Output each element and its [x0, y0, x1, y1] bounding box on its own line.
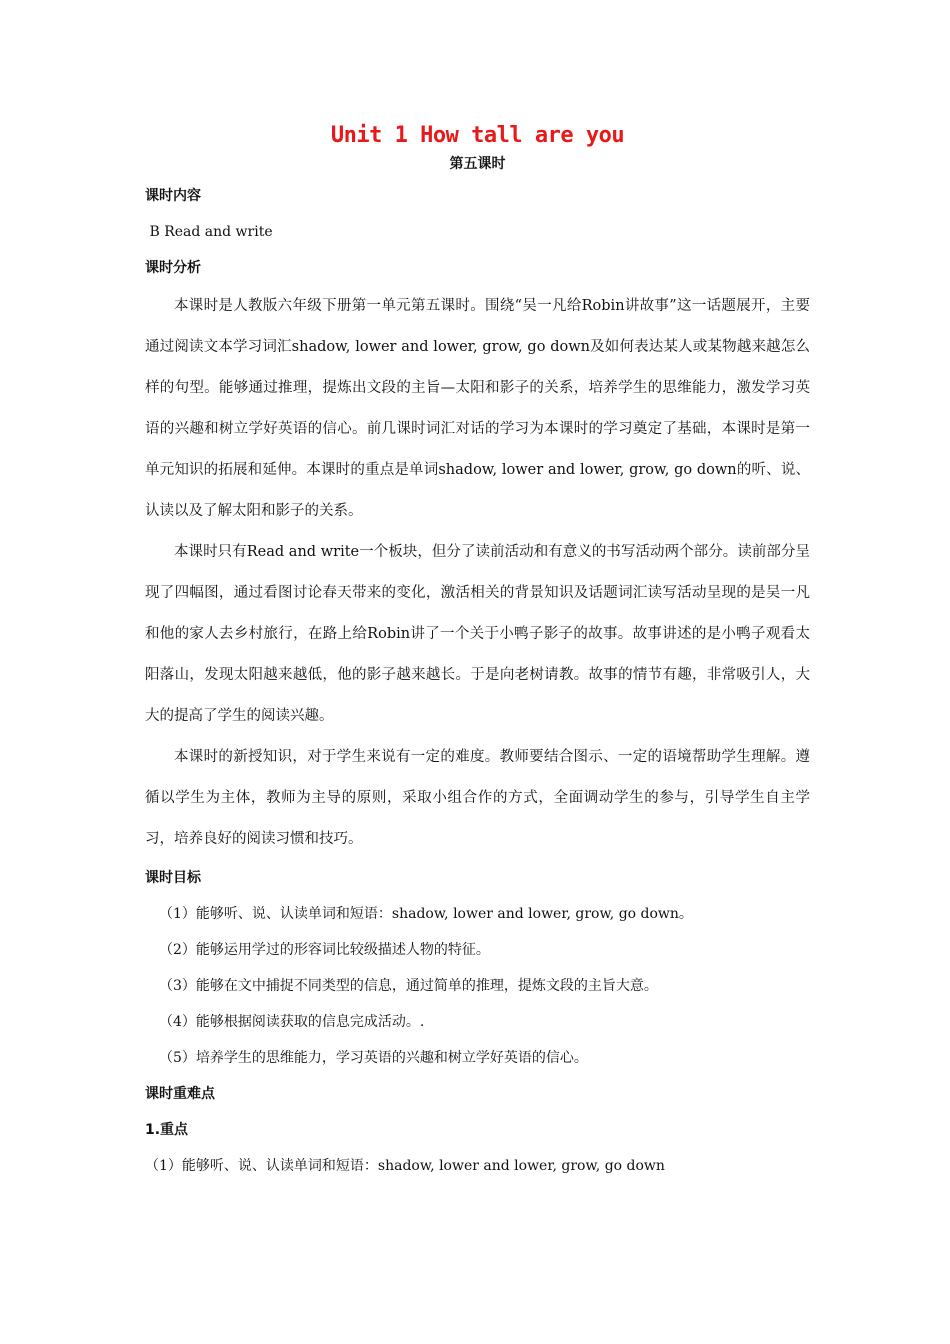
analysis-paragraph: 本课时的新授知识，对于学生来说有一定的难度。教师要结合图示、一定的语境帮助学生理解。遵循以学生为主体，教师为主导的原则，采取小组合作的方式，全面调动学生的参与，引导学生自主学习，培养良好的阅读习惯和技巧。 [145, 749, 810, 847]
section-heading-content: 课时内容 [145, 188, 201, 204]
analysis-paragraph: 本课时只有Read and write一个板块，但分了读前活动和有意义的书写活动两个部分。读前部分呈现了四幅图，通过看图讨论春天带来的变化，激活相关的背景知识及话题词汇读写活动呈现的是吴一凡和他的家人去乡村旅行，在路上给Robin讲了一个关于小鸭子影子的故事。故事讲述的是小鸭子观看太阳落山，发现太阳越来越低，他的影子越来越长。于是向老树请教。故事的情节有趣，非常吸引人，大大的提高了学生的阅读兴趣。 [145, 544, 810, 724]
analysis-paragraph: 本课时是人教版六年级下册第一单元第五课时。围绕“吴一凡给Robin讲故事”这一话题展开，主要通过阅读文本学习词汇shadow, lower and lower, grow, go down及如何表达某人或某物越来越怎么样的句型。能够通过推理，提炼出文段的主旨—太阳和影子的关系，培养学生的思维能力，激发学习英语的兴趣和树立学好英语的信心。前几课时词汇对话的学习为本课时的学习奠定了基础，本课时是第一单元知识的拓展和延伸。本课时的重点是单词shadow, lower and lower, grow, go down的听、说、认读以及了解太阳和影子的关系。 [145, 298, 810, 519]
section-heading-key-points: 课时重难点 [145, 1086, 215, 1102]
goal-item: （2）能够运用学过的形容词比较级描述人物的特征。 [159, 942, 490, 958]
content-text: B Read and write [145, 224, 273, 240]
key-point-item: （1）能够听、说、认读单词和短语：shadow, lower and lower, grow, go down [145, 1158, 665, 1174]
document-page [145, 118, 810, 1184]
goal-item: （4）能够根据阅读获取的信息完成活动。. [159, 1014, 425, 1030]
section-heading-analysis: 课时分析 [145, 260, 201, 276]
goal-item: （3）能够在文中捕捉不同类型的信息，通过简单的推理，提炼文段的主旨大意。 [159, 978, 658, 994]
key-points-subheading: 1.重点 [145, 1122, 189, 1138]
section-heading-goals: 课时目标 [145, 870, 201, 886]
document-title: Unit 1 How tall are you [330, 123, 625, 148]
goal-item: （1）能够听、说、认读单词和短语：shadow, lower and lower, grow, go down。 [159, 906, 693, 922]
lesson-subtitle: 第五课时 [449, 156, 506, 172]
goal-item: （5）培养学生的思维能力，学习英语的兴趣和树立学好英语的信心。 [159, 1050, 588, 1066]
